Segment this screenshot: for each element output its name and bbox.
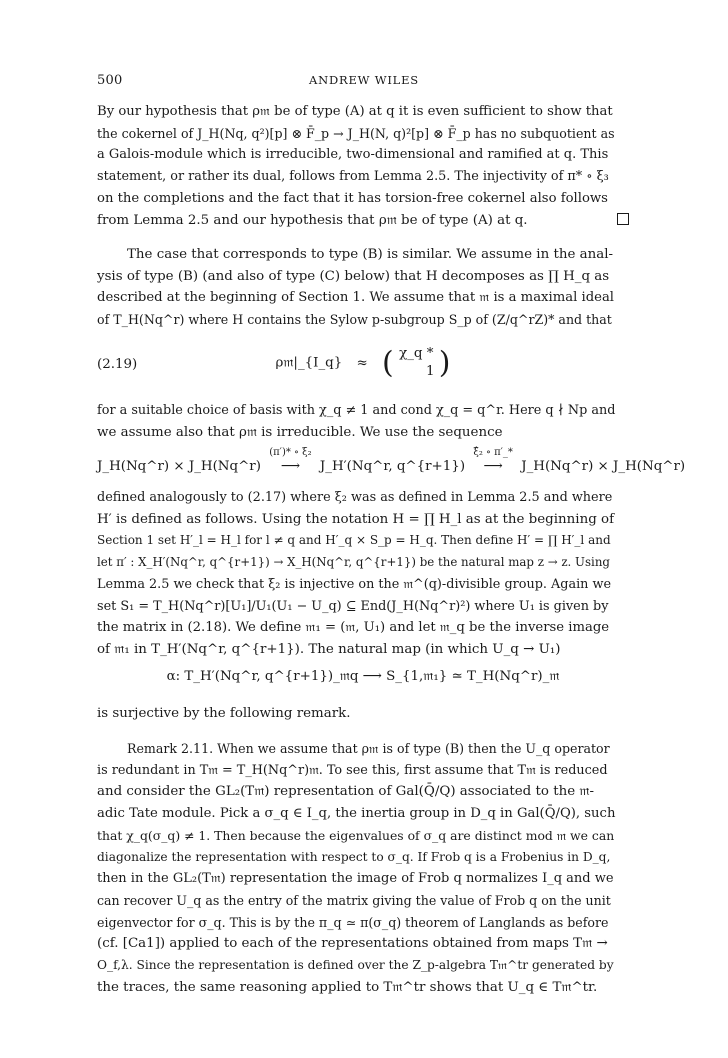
text-line: described at the beginning of Section 1. We assume that 𝔪 is a maximal ideal (97, 290, 615, 306)
text-line: is surjective by the following remark. (97, 706, 351, 721)
text-line: the matrix in (2.18). We define 𝔪₁ = (𝔪, U₁) and let 𝔪_q be the inverse image (97, 620, 610, 636)
long-arrow-icon: ⟶ (280, 459, 301, 474)
text-line: diagonalize the representation with respect to σ_q. If Frob q is a Frobenius in D_q, (97, 849, 611, 864)
text-line: and consider the GL₂(T𝔪) representation of Gal(Q̄/Q) associated to the 𝔪- (97, 784, 594, 800)
arrow-label-2: ξ̂₂ ∘ π′_* (473, 447, 513, 458)
paragraph-1 (97, 101, 629, 231)
text-line: the traces, the same reasoning applied to T𝔪^tr shows that U_q ∈ T𝔪^tr. (97, 979, 598, 995)
text-line: we assume also that ρ𝔪 is irreducible. We use the sequence (97, 424, 503, 440)
text-line: set S₁ = T_H(Nq^r)[U₁]/U₁(U₁ − U_q) ⊆ End(J_H(Nq^r)²) where U₁ is given by (97, 598, 609, 614)
text-line: for a suitable choice of basis with χ_q ≠ 1 and cond χ_q = q^r. Here q ∤ Np and (97, 403, 616, 418)
sequence-right: J_H(Nq^r) × J_H(Nq^r) (521, 459, 686, 474)
equation-lhs: ρ𝔪|_{I_q} (275, 355, 343, 371)
remark-2-11 (97, 738, 629, 998)
text-line: that χ_q(σ_q) ≠ 1. Then because the eigenvalues of σ_q are distinct mod 𝔪 we can (97, 827, 615, 843)
text-line: let π′ : X_H′(Nq^r, q^{r+1}) → X_H(Nq^r, q^{r+1}) be the natural map z → z. Using (97, 555, 610, 570)
paragraph-2 (97, 244, 629, 331)
text-line: can recover U_q as the entry of the matrix giving the value of Frob q on the unit (97, 892, 611, 908)
arrow-label-1: (π′)* ∘ ξ₂ (269, 447, 312, 458)
paragraph-4 (97, 487, 629, 661)
long-arrow-icon: ⟶ (483, 459, 503, 474)
matrix-bottom-row: 1 (425, 364, 435, 379)
page-number: 500 (97, 73, 123, 88)
text-line: eigenvector for σ_q. This is by the π_q ≃ π(σ_q) theorem of Langlands as before (97, 914, 609, 930)
alpha-map-formula: α: T_H′(Nq^r, q^{r+1})_𝔪q ⟶ S_{1,𝔪₁} ≃ T_H(Nq^r)_𝔪 (166, 669, 560, 684)
text-line: from Lemma 2.5 and our hypothesis that ρ𝔪 be of type (A) at q. (97, 212, 528, 228)
text-line: Remark 2.11. When we assume that ρ𝔪 is of type (B) then the U_q operator (127, 741, 610, 756)
matrix-top-row: χ_q * (399, 346, 434, 361)
exact-sequence (97, 446, 686, 486)
text-line: of 𝔪₁ in T_H′(Nq^r, q^{r+1}). The natural map (in which U_q → U₁) (97, 641, 561, 657)
sequence-left: J_H(Nq^r) × J_H(Nq^r) (97, 459, 261, 474)
text-line: adic Tate module. Pick a σ_q ∈ I_q, the inertia group in D_q in Gal(Q̄/Q), such (97, 806, 616, 822)
running-title: ANDREW WILES (309, 73, 419, 87)
text-line: Section 1 set H′_l = H_l for l ≠ q and H′_q × S_p = H_q. Then define H′ = ∏ H′_l and (97, 533, 611, 548)
text-line: O_f,λ. Since the representation is defined over the Z_p-algebra T𝔪^tr generated by (97, 958, 614, 973)
text-line: ysis of type (B) (and also of type (C) below) that H decomposes as ∏ H_q as (97, 268, 610, 284)
text-line: Lemma 2.5 we check that ξ₂ is injective on the 𝔪^(q)-divisible group. Again we (97, 576, 612, 592)
approx-symbol: ≈ (356, 355, 368, 371)
paragraph-5 (97, 703, 629, 725)
text-line: H′ is defined as follows. Using the notation H = ∏ H_l as at the beginning of (97, 511, 615, 527)
text-line: on the completions and the fact that it has torsion-free cokernel also follows (97, 190, 608, 206)
sequence-middle: J_H′(Nq^r, q^{r+1}) (319, 459, 466, 474)
text-line: statement, or rather its dual, follows from Lemma 2.5. The injectivity of π* ∘ ξ₃ (97, 169, 609, 185)
text-line: a Galois-module which is irreducible, two-dimensional and ramified at q. This (97, 147, 609, 163)
text-line: the cokernel of J_H(Nq, q²)[p] ⊗ F̄_p → J_H(N, q)²[p] ⊗ F̄_p has no subquotient as (97, 125, 615, 141)
equation-2-19: (2.19) ρ𝔪|_{I_q} ≈ ( χ_q * 1 ) (97, 345, 451, 381)
text-line: then in the GL₂(T𝔪) representation the image of Frob q normalizes I_q and we (97, 871, 614, 887)
text-line: By our hypothesis that ρ𝔪 be of type (A) at q it is even sufficient to show that (97, 104, 613, 119)
text-line: is redundant in T𝔪 = T_H(Nq^r)𝔪. To see this, first assume that T𝔪 is reduced (97, 762, 608, 778)
text-line: (cf. [Ca1]) applied to each of the representations obtained from maps T𝔪 → (97, 936, 608, 952)
qed-square-icon (617, 213, 629, 225)
text-line: of T_H(Nq^r) where H contains the Sylow p-subgroup S_p of (Z/q^rZ)* and that (97, 312, 612, 328)
paragraph-3 (97, 400, 629, 443)
text-line: The case that corresponds to type (B) is similar. We assume in the anal- (127, 247, 614, 262)
equation-number: (2.19) (97, 357, 138, 372)
text-line: defined analogously to (2.17) where ξ₂ was as defined in Lemma 2.5 and where (97, 490, 613, 505)
